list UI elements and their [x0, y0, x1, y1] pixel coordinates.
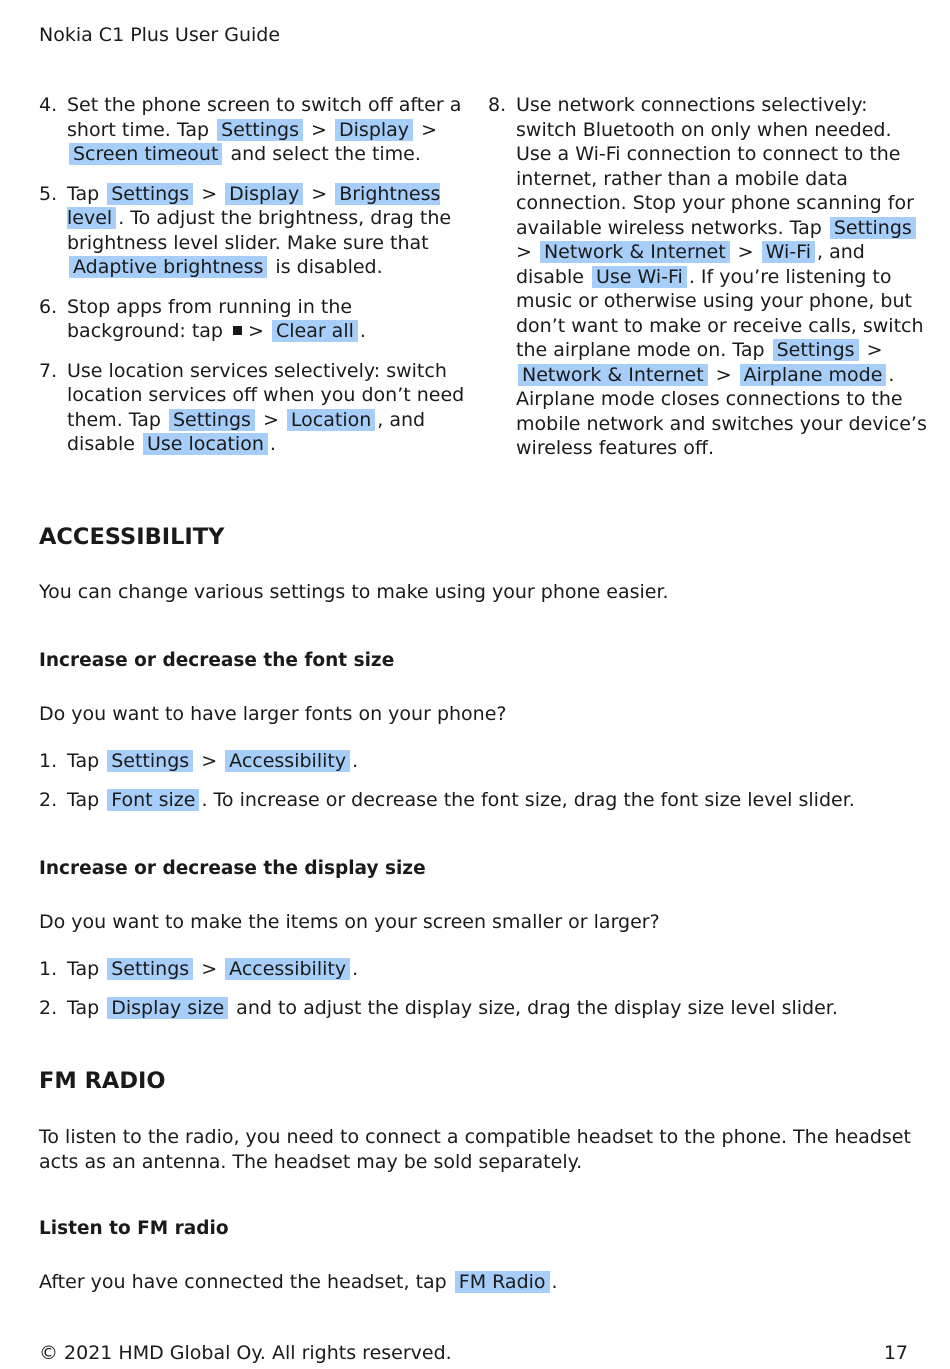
font-size-question: Do you want to have larger fonts on your phone? — [39, 703, 507, 725]
fm-radio-intro: To listen to the radio, you need to connect a compatible headset to the phone. The headset acts as an antenna. The headset may be sold separately. — [39, 1126, 911, 1173]
square-icon — [233, 326, 242, 335]
item-number: 2. — [39, 997, 58, 1019]
list-item — [39, 789, 855, 811]
footer-copyright: © 2021 HMD Global Oy. All rights reserved. — [39, 1342, 452, 1364]
item-text — [67, 93, 469, 167]
item-number: 1. — [39, 958, 58, 980]
text-run: . If you’re listening to music or otherwise using your phone, but don’t want to make or receive calls, switch the airplane mode on. Tap — [516, 265, 924, 361]
accessibility-intro: You can change various settings to make using your phone easier. — [39, 581, 669, 603]
item-text — [516, 93, 928, 461]
list-item — [39, 295, 469, 344]
item-text — [67, 182, 469, 280]
list-item — [39, 359, 469, 457]
item-text — [67, 997, 838, 1019]
text-run: . Airplane mode closes connections to the mobile network and switches your device’s wireless features off. — [516, 363, 927, 459]
ui-term-highlight: Display — [335, 119, 413, 141]
text-run: and to adjust the display size, drag the display size level slider. — [230, 997, 838, 1019]
text-run: > — [305, 182, 334, 205]
ui-term-highlight: Settings — [773, 339, 859, 361]
list-item — [39, 750, 358, 772]
left-column — [39, 93, 469, 472]
text-run: > — [860, 339, 883, 361]
text-run: > — [195, 750, 224, 772]
text-run: > — [516, 241, 538, 263]
list-item — [39, 997, 838, 1019]
text-run: > — [709, 363, 738, 386]
list-item — [39, 93, 469, 167]
document-header: Nokia C1 Plus User Guide — [39, 24, 281, 46]
item-text — [67, 750, 358, 772]
ui-term-highlight: Network & Internet — [540, 241, 730, 263]
ui-term-highlight: Adaptive brightness — [69, 256, 267, 278]
ui-term-highlight: Accessibility — [225, 750, 350, 772]
text-run: Use location services selectively: switch location services off when you don’t need them. Tap — [67, 359, 465, 431]
text-run: , and disable — [67, 408, 426, 455]
ui-term-highlight: Clear all — [272, 320, 358, 342]
text-run: . To increase or decrease the font size, drag the font size level slider. — [201, 789, 855, 811]
right-column — [488, 93, 928, 476]
text-run: > — [195, 958, 224, 980]
ui-term-highlight: Wi-Fi — [762, 241, 815, 263]
text-run: > — [415, 118, 438, 141]
text-run: . — [352, 750, 359, 772]
item-number: 4. — [39, 94, 58, 116]
text-run: Use network connections selectively: switch Bluetooth on only when needed. Use a Wi-Fi connection to connect to the internet, rather than a mobile data connection. Stop your phone scanning for available wireless networks. Tap — [516, 94, 914, 239]
text-run: > — [305, 118, 334, 141]
text-run: and select the time. — [224, 143, 421, 165]
text-run: > — [195, 182, 224, 205]
list-item — [488, 93, 928, 461]
display-size-question: Do you want to make the items on your screen smaller or larger? — [39, 911, 660, 933]
text-run: . — [551, 1271, 558, 1293]
page-number: 17 — [883, 1342, 908, 1364]
ui-term-highlight: Network & Internet — [518, 364, 708, 386]
text-run: Tap — [67, 750, 106, 772]
item-text — [67, 295, 469, 344]
text-run: Stop apps from running in the background: tap — [67, 295, 353, 342]
item-number: 8. — [488, 94, 507, 116]
ui-term-highlight: Settings — [217, 119, 303, 141]
item-number: 6. — [39, 295, 58, 318]
ui-term-highlight: Accessibility — [225, 958, 350, 980]
list-item — [39, 182, 469, 280]
ui-term-highlight: Settings — [830, 217, 916, 239]
text-run: . To adjust the brightness, drag the brightness level slider. Make sure that — [67, 207, 452, 254]
item-text — [67, 789, 855, 811]
ui-term-highlight: Settings — [169, 409, 255, 431]
item-number: 2. — [39, 789, 58, 811]
listen-fm-instruction — [39, 1270, 919, 1295]
list-item — [39, 958, 358, 980]
text-run: Tap — [67, 958, 106, 980]
text-run: . — [359, 320, 366, 342]
ui-term-highlight: Settings — [107, 183, 193, 205]
ui-term-highlight: Font size — [107, 789, 199, 811]
ui-term-highlight: Display — [225, 183, 303, 205]
subheading-font-size: Increase or decrease the font size — [39, 650, 395, 671]
text-run: Tap — [67, 789, 106, 811]
ui-term-highlight: Location — [287, 409, 375, 431]
ui-term-highlight: Settings — [107, 750, 193, 772]
text-run: . — [269, 433, 276, 455]
ui-term-highlight: Display size — [107, 997, 228, 1019]
subheading-listen-fm-radio: Listen to FM radio — [39, 1218, 229, 1239]
text-run: Tap — [67, 182, 106, 205]
section-heading-fm-radio: FM RADIO — [39, 1068, 166, 1094]
ui-term-highlight: Settings — [107, 958, 193, 980]
text-run: > — [247, 320, 270, 342]
text-run: > — [256, 408, 285, 431]
ui-term-highlight: FM Radio — [455, 1271, 550, 1293]
ui-term-highlight: Screen timeout — [69, 143, 222, 165]
text-run: , and disable — [516, 241, 865, 288]
item-text — [67, 958, 358, 980]
item-text — [67, 359, 469, 457]
item-number: 5. — [39, 182, 58, 205]
ui-term-highlight: Use Wi-Fi — [592, 266, 687, 288]
subheading-display-size: Increase or decrease the display size — [39, 858, 426, 879]
text-run: > — [731, 241, 760, 263]
text-run: is disabled. — [269, 256, 383, 278]
ui-term-highlight: Airplane mode — [740, 364, 887, 386]
text-run: Tap — [67, 997, 106, 1019]
ui-term-highlight: Brightness level — [67, 182, 441, 229]
text-run: . — [352, 958, 359, 980]
item-number: 7. — [39, 359, 58, 382]
text-run: Set the phone screen to switch off after a short time. Tap — [67, 94, 462, 141]
item-number: 1. — [39, 750, 58, 772]
ui-term-highlight: Use location — [143, 433, 268, 455]
text-run: After you have connected the headset, tap — [39, 1271, 453, 1293]
section-heading-accessibility: ACCESSIBILITY — [39, 524, 225, 550]
